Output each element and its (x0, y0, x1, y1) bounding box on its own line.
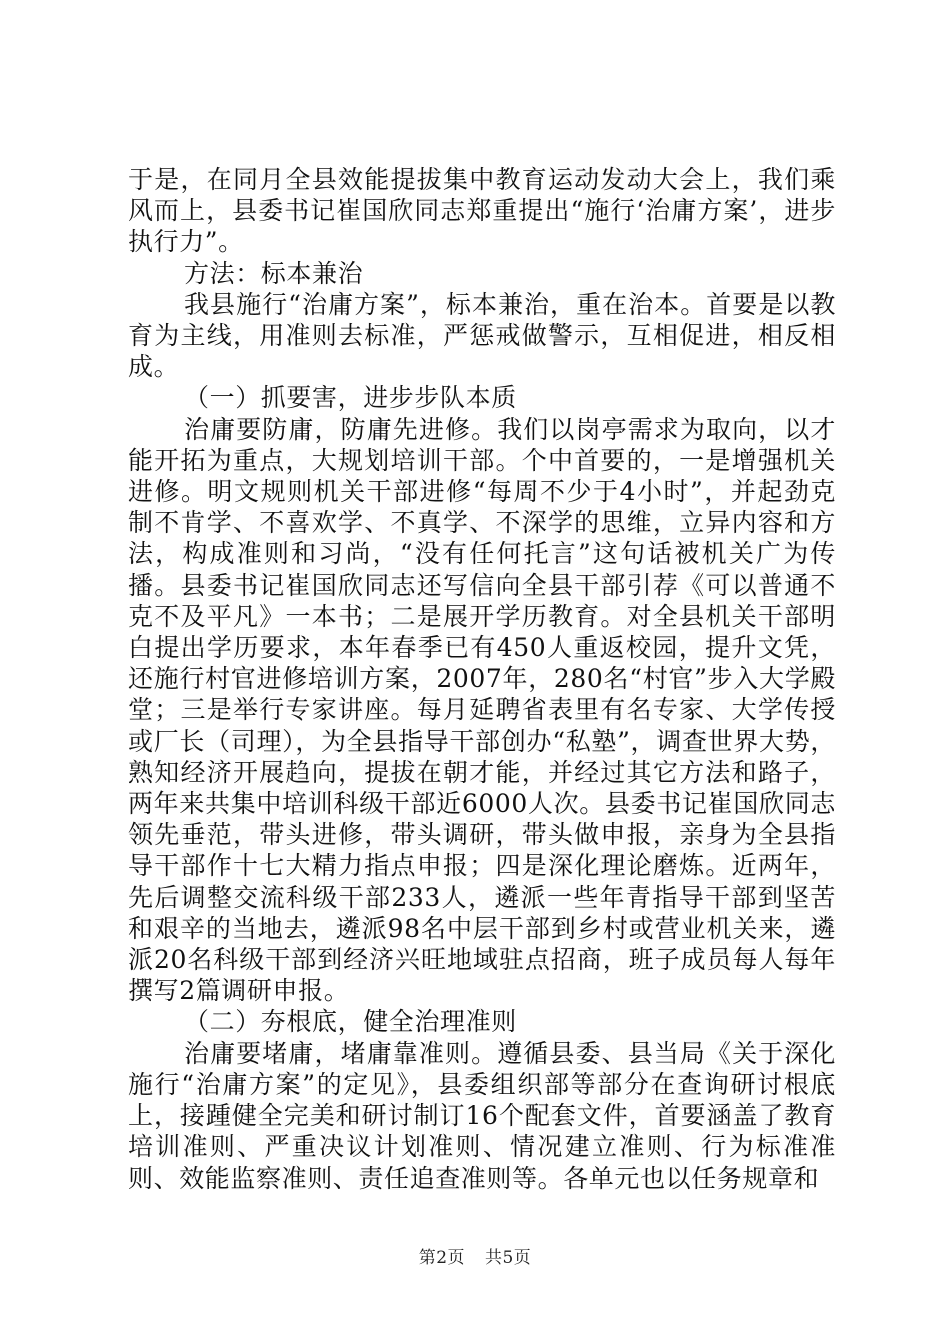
page-total: 共5页 (484, 1248, 532, 1268)
paragraph-method-title: 方法：标本兼治 (184, 258, 364, 288)
paragraph-method-body: 我县施行“治庸方案”，标本兼治，重在治本。首要是以教育为主线，用准则去标准，严惩戒做警示，互相促进，相反相成。 (128, 289, 836, 382)
paragraph-intro: 于是，在同月全县效能提拔集中教育运动发动大会上，我们乘风而上，县委书记崔国欣同志郑重提出“施行‘治庸方案’，进步执行力”。 (128, 165, 836, 257)
section-heading-one: （一）抓要害，进步步队本质 (184, 383, 517, 413)
page-number: 第2页 (418, 1248, 466, 1268)
page-footer (0, 1243, 950, 1268)
section-heading-two: （二）夯根底，健全治理准则 (184, 1007, 517, 1037)
document-body (128, 164, 836, 1194)
paragraph-section-one: 治庸要防庸，防庸先进修。我们以岗亭需求为取向，以才能开拓为重点，大规划培训干部。个中首要的，一是增强机关进修。明文规则机关干部进修“每周不少于4小时”，并起劲克制不肯学、不喜欢学、不真学、不深学的思维，立异内容和方法，构成准则和习尚，“没有任何托言”这句话被机关广为传播。县委书记崔国欣同志还写信向全县干部引荐《可以普通不克不及平凡》一本书；二是展开学历教育。对全县机关干部明白提出学历要求，本年春季已有450人重返校园，提升文凭，还施行村官进修培训方案，2007年，280名“村官”步入大学殿堂；三是举行专家讲座。每月延聘省表里有名专家、大学传授或厂长（司理），为全县指导干部创办“私塾”，调查世界大势，熟知经济开展趋向，提拔在朝才能，并经过其它方法和路子，两年来共集中培训科级干部近6000人次。县委书记崔国欣同志领先垂范，带头进修，带头调研，带头做申报，亲身为全县指导干部作十七大精力指点申报；四是深化理论磨炼。近两年，先后调整交流科级干部233人，遴派一些年青指导干部到坚苦和艰辛的当地去，遴派98名中层干部到乡村或营业机关来，遴派20名科级干部到经济兴旺地域驻点招商，班子成员每人每年撰写2篇调研申报。 (128, 414, 836, 1006)
paragraph-section-two: 治庸要堵庸，堵庸靠准则。遵循县委、县当局《关于深化施行“治庸方案”的定见》，县委组织部等部分在查询研讨根底上，接踵健全完美和研讨制订16个配套文件，首要涵盖了教育培训准则、严重决议计划准则、情况建立准则、行为标准准则、效能监察准则、责任追查准则等。各单元也以任务规章和 (128, 1038, 836, 1193)
